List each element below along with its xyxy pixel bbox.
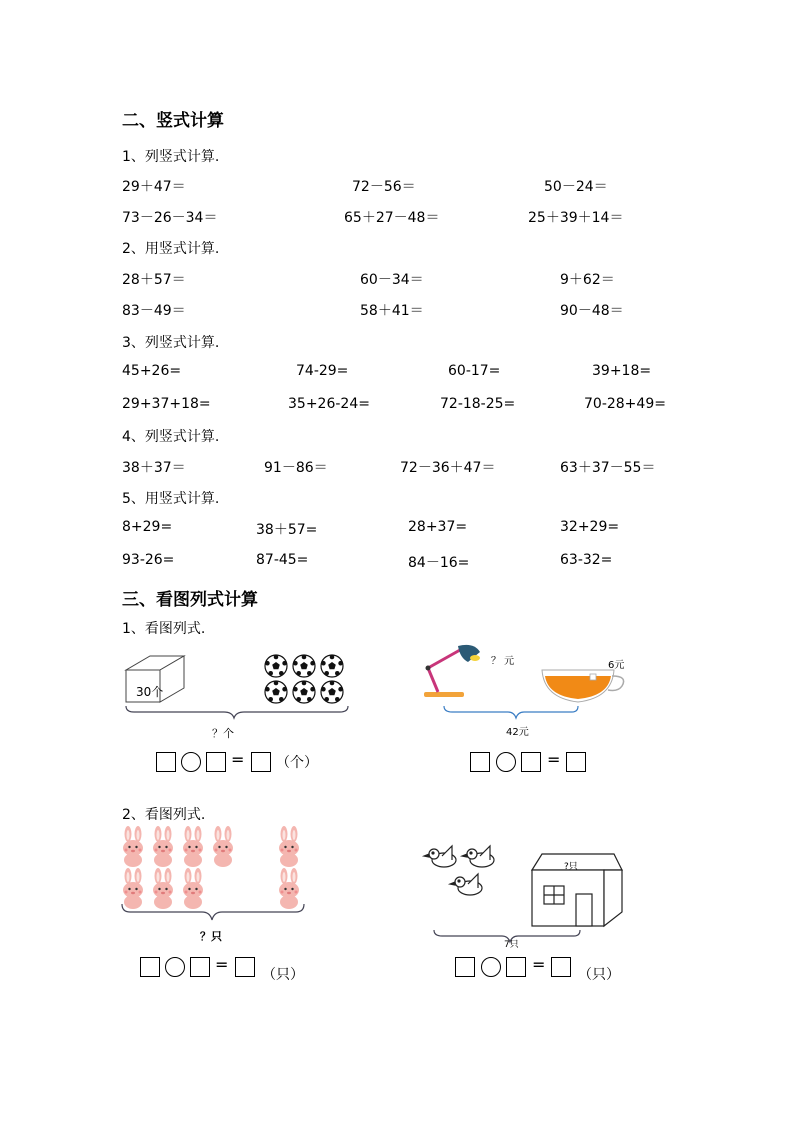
rabbit-icon	[123, 868, 143, 909]
section3-title: 三、看图列式计算	[122, 590, 258, 610]
s3-q2-label: 2、看图列式.	[122, 807, 206, 823]
q5-label: 5、用竖式计算.	[122, 491, 220, 507]
rabbits-illustration	[118, 824, 314, 928]
expr: 29＋47＝	[122, 179, 186, 195]
expr: 35+26-24=	[288, 396, 370, 412]
expr: 25＋39＋14＝	[528, 210, 624, 226]
lamp-and-cup-illustration	[418, 640, 638, 724]
soccer-ball-icon	[265, 681, 287, 703]
box-label: 30个	[136, 685, 164, 699]
expr: 65＋27－48＝	[344, 210, 440, 226]
total-question: ？个	[212, 727, 234, 740]
answer-box-2[interactable]	[521, 752, 541, 772]
expr: 38＋37＝	[122, 460, 186, 476]
equals-sign: =	[532, 955, 546, 974]
equals-sign: =	[215, 955, 229, 974]
rabbit-icon	[279, 826, 299, 867]
expr: 45+26=	[122, 363, 182, 379]
brace-icon	[444, 706, 578, 718]
bird-icon	[424, 846, 494, 895]
soccer-ball-icon	[293, 681, 315, 703]
rabbits-total: ？只	[200, 930, 222, 943]
expr: 87-45=	[256, 552, 309, 568]
answer-box-result[interactable]	[551, 957, 571, 977]
equals-sign: =	[231, 750, 245, 769]
unit-label: （个）	[276, 755, 318, 771]
expr: 91－86＝	[264, 460, 328, 476]
expr: 83－49＝	[122, 303, 186, 319]
expr: 28＋57＝	[122, 272, 186, 288]
rabbit-icon	[183, 826, 203, 867]
expr: 73－26－34＝	[122, 210, 218, 226]
s3-q1-label: 1、看图列式.	[122, 621, 206, 637]
expr: 60－34＝	[360, 272, 424, 288]
expr: 32+29=	[560, 519, 620, 535]
answer-box-2[interactable]	[506, 957, 526, 977]
answer-box-2[interactable]	[190, 957, 210, 977]
answer-box-1[interactable]	[455, 957, 475, 977]
expr: 9＋62＝	[560, 272, 615, 288]
rabbit-icon	[153, 826, 173, 867]
expr: 70-28+49=	[584, 396, 666, 412]
unit-label: （只）	[262, 967, 304, 983]
section2-title: 二、竖式计算	[122, 111, 224, 131]
lamp-price: ？ 元	[491, 656, 515, 667]
soccer-ball-icon	[321, 655, 343, 677]
q2-label: 2、用竖式计算.	[122, 241, 220, 257]
brace-icon	[122, 904, 304, 920]
rabbit-icon	[153, 868, 173, 909]
answer-box-result[interactable]	[235, 957, 255, 977]
expr: 72-18-25=	[440, 396, 516, 412]
expr: 38＋57=	[256, 522, 318, 538]
rabbit-icon	[279, 868, 299, 909]
teacup-icon	[542, 670, 624, 702]
expr: 90－48＝	[560, 303, 624, 319]
rabbit-icon	[183, 868, 203, 909]
expr: 8+29=	[122, 519, 173, 535]
answer-box-1[interactable]	[156, 752, 176, 772]
expr: 29+37+18=	[122, 396, 211, 412]
operator-circle[interactable]	[481, 957, 501, 977]
answer-box-result[interactable]	[251, 752, 271, 772]
expr: 28+37=	[408, 519, 468, 535]
unit-label: （只）	[578, 967, 620, 983]
operator-circle[interactable]	[496, 752, 516, 772]
operator-circle[interactable]	[181, 752, 201, 772]
birds-and-house-illustration	[424, 842, 630, 946]
soccer-ball-icon	[293, 655, 315, 677]
soccer-balls-icon	[264, 654, 348, 706]
answer-box-2[interactable]	[206, 752, 226, 772]
expr: 84－16=	[408, 555, 470, 571]
expr: 72－36＋47＝	[400, 460, 496, 476]
answer-box-result[interactable]	[566, 752, 586, 772]
expr: 72－56＝	[352, 179, 416, 195]
house-label: ?只	[564, 862, 578, 872]
q1-label: 1、列竖式计算.	[122, 149, 220, 165]
expr: 63＋37－55＝	[560, 460, 656, 476]
operator-circle[interactable]	[165, 957, 185, 977]
expr: 60-17=	[448, 363, 501, 379]
cup-price: 6元	[608, 660, 625, 671]
expr: 58＋41＝	[360, 303, 424, 319]
expr: 39+18=	[592, 363, 652, 379]
rabbit-icon	[213, 826, 233, 867]
answer-box-1[interactable]	[140, 957, 160, 977]
q3-label: 3、列竖式计算.	[122, 335, 220, 351]
total-price: 42元	[506, 727, 529, 738]
desk-lamp-icon	[424, 645, 480, 697]
expr: 74-29=	[296, 363, 349, 379]
expr: 50－24＝	[544, 179, 608, 195]
soccer-ball-icon	[265, 655, 287, 677]
equals-sign: =	[547, 750, 561, 769]
birds-total: 7只	[504, 940, 519, 950]
rabbit-icon	[123, 826, 143, 867]
expr: 63-32=	[560, 552, 613, 568]
brace-icon	[126, 706, 348, 718]
soccer-ball-icon	[321, 681, 343, 703]
answer-box-1[interactable]	[470, 752, 490, 772]
expr: 93-26=	[122, 552, 175, 568]
q4-label: 4、列竖式计算.	[122, 429, 220, 445]
